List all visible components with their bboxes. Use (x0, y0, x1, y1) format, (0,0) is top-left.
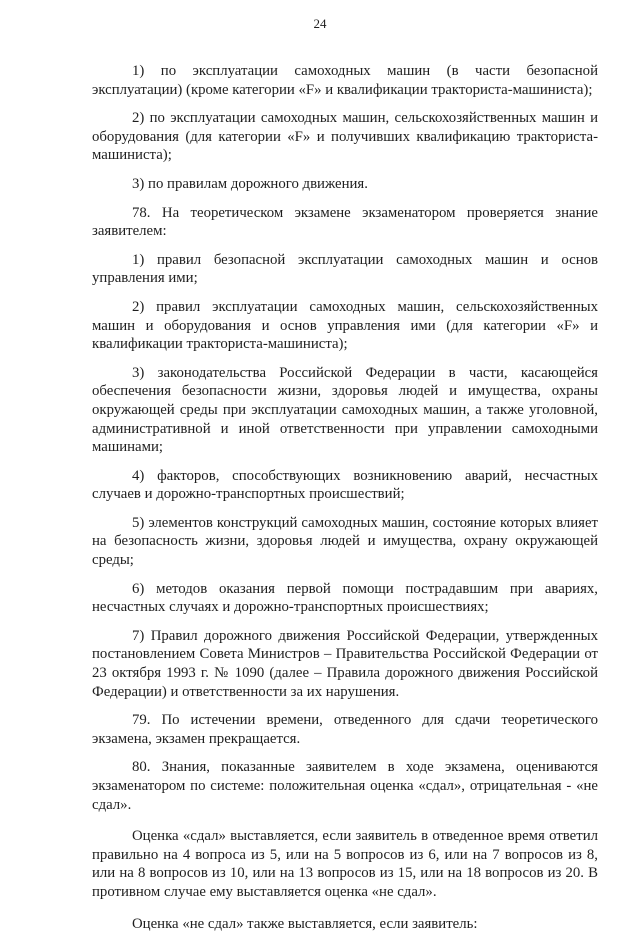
paragraph-11: 7) Правил дорожного движения Российской Федерации, утвержденных постановлением Совета Министров – Правительства Российской Федерации от 23 октября 1993 г. № 1090 (далее – Правила дорожного движения Российской Федерации) и ответственности за их нарушения. (92, 627, 598, 700)
paragraph-12: 79. По истечении времени, отведенного для сдачи теоретического экзамена, экзамен прекращается. (92, 712, 598, 747)
paragraph-1: 1) по эксплуатации самоходных машин (в части безопасной эксплуатации) (кроме категории «F» и квалификации тракториста-машиниста); (92, 63, 598, 98)
paragraph-9: 5) элементов конструкций самоходных машин, состояние которых влияет на безопасность жизни, здоровья людей и имущества, охрану окружающей среды; (92, 514, 598, 569)
paragraph-4: 78. На теоретическом экзамене экзаменатором проверяется знание заявителем: (92, 204, 598, 240)
paragraph-2: 2) по эксплуатации самоходных машин, сельскохозяйственных машин и оборудования (для категории «F» и получивших квалификацию тракториста-машиниста); (92, 110, 598, 164)
paragraph-3: 3) по правилам дорожного движения. (132, 175, 368, 192)
paragraph-6: 2) правил эксплуатации самоходных машин, сельскохозяйственных машин и оборудования и основ управления ими (для категории «F» и квалификации тракториста-машиниста); (92, 298, 598, 353)
paragraph-13: 80. Знания, показанные заявителем в ходе экзамена, оцениваются экзаменатором по системе: положительная оценка «сдал», отрицательная - «не сдал». (92, 759, 598, 813)
paragraph-15: Оценка «не сдал» также выставляется, если заявитель: (132, 915, 478, 932)
page-number: 24 (313, 16, 327, 31)
paragraph-8: 4) факторов, способствующих возникновению аварий, несчастных случаев и дорожно-транспортных происшествий; (92, 467, 598, 503)
paragraph-10: 6) методов оказания первой помощи пострадавшим при авариях, несчастных случаях и дорожно-транспортных происшествиях; (92, 580, 598, 616)
paragraph-14: Оценка «сдал» выставляется, если заявитель в отведенное время ответил правильно на 4 вопроса из 5, или на 5 вопросов из 6, или на 7 вопросов из 8, или на 8 вопросов из 10, или на 13 вопросов из 15, или на 18 вопросов из 20. В противном случае ему выставляется оценка «не сдал». (92, 828, 598, 900)
paragraph-7: 3) законодательства Российской Федерации в части, касающейся обеспечения безопасности жизни, здоровья людей и имущества, охраны окружающей среды при эксплуатации самоходных машин, а также уголовной, административной и иной ответственности при управлении самоходными машинами; (92, 364, 598, 456)
paragraph-5: 1) правил безопасной эксплуатации самоходных машин и основ управления ими; (92, 251, 598, 287)
document-body (92, 62, 598, 933)
